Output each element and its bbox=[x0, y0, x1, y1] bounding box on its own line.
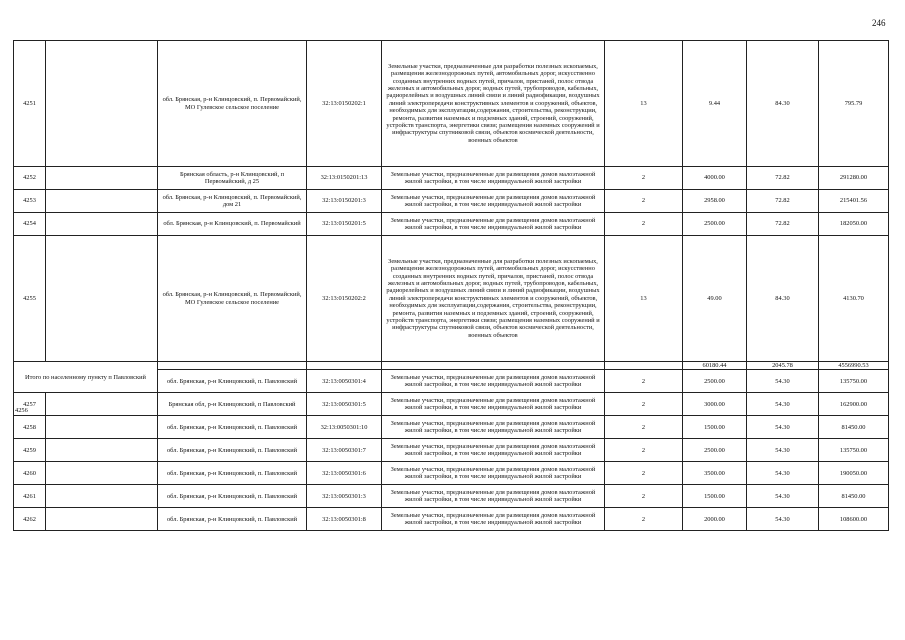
value-cell: 795.79 bbox=[819, 41, 889, 167]
address-cell: обл. Брянская, р-н Клинцовский, п. Павловский bbox=[158, 439, 307, 462]
area-cell: 4000.00 bbox=[683, 167, 747, 190]
area-cell: 2000.00 bbox=[683, 508, 747, 531]
value-cell: 190050.00 bbox=[819, 462, 889, 485]
settlement-cell bbox=[46, 190, 158, 213]
land-use-cell: Земельные участки, предназначенные для размещения домов малоэтажной жилой застройки, в том числе индивидуальной жилой застройки bbox=[382, 416, 605, 439]
empty-cell bbox=[605, 362, 683, 370]
use-code-cell: 2 bbox=[605, 485, 683, 508]
cadastral-number-cell: 32:13:0050301:7 bbox=[307, 439, 382, 462]
area-cell: 3500.00 bbox=[683, 462, 747, 485]
cadastral-number-cell: 32:13:0050301:5 bbox=[307, 393, 382, 416]
land-use-cell: Земельные участки, предназначенные для размещения домов малоэтажной жилой застройки, в том числе индивидуальной жилой застройки bbox=[382, 393, 605, 416]
row-number: 4260 bbox=[14, 462, 46, 485]
settlement-cell bbox=[46, 167, 158, 190]
empty-cell bbox=[158, 362, 307, 370]
row-number: 4255 bbox=[14, 236, 46, 362]
settlement-cell bbox=[46, 236, 158, 362]
total-label: Итого по населенному пункту п Павловский bbox=[14, 362, 158, 393]
address-cell: обл. Брянская, р-н Клинцовский, п. Первомайский, МО Гулевское сельское поселение bbox=[158, 41, 307, 167]
use-code-cell: 2 bbox=[605, 213, 683, 236]
address-cell: обл. Брянская, р-н Клинцовский, п. Павловский bbox=[158, 485, 307, 508]
address-cell: обл. Брянская, р-н Клинцовский, п. Первомайский, дом 21 bbox=[158, 190, 307, 213]
row-number: 4257 bbox=[14, 393, 46, 416]
value-cell: 81450.00 bbox=[819, 416, 889, 439]
row-number: 4261 bbox=[14, 485, 46, 508]
cadastral-number-cell: 32:13:0050301:4 bbox=[307, 370, 382, 393]
table-row bbox=[14, 508, 889, 531]
value-cell: 81450.00 bbox=[819, 485, 889, 508]
cadastral-number-cell: 32:13:0150201:5 bbox=[307, 213, 382, 236]
total-rate: 2045.78 bbox=[747, 362, 819, 370]
use-code-cell: 2 bbox=[605, 439, 683, 462]
cadastral-number-cell: 32:13:0050301:8 bbox=[307, 508, 382, 531]
use-code-cell: 2 bbox=[605, 416, 683, 439]
area-cell: 49.00 bbox=[683, 236, 747, 362]
address-cell: Брянская область, р-н Клинцовский, п Первомайский, д 25 bbox=[158, 167, 307, 190]
land-use-cell: Земельные участки, предназначенные для разработки полезных ископаемых, размещения железнодорожных путей, автомобильных дорог, искусственно созданных внутренних водных путей, причалов, пристаней, полос отвода железных и автомобильных дорог, водных путей, трубопроводов, кабельных, радиорелейных и воздушных линий связи и линий радиофикации, воздушных линий электропередачи конструктивных элементов и сооружений, объектов, необходимых для эксплуатации,содержания, строительства, реконструкции, ремонта, развития наземных и подземных зданий, строений, сооружений, устройств транспорта, энергетики связи; размещения наземных сооружений и инфраструктуры спутниковой связи, объектов космической деятельности, военных объектов bbox=[382, 41, 605, 167]
row-number: 4259 bbox=[14, 439, 46, 462]
address-cell: Брянская обл, р-н Клинцовский, п Павловский bbox=[158, 393, 307, 416]
settlement-cell bbox=[46, 508, 158, 531]
address-cell: обл. Брянская, р-н Клинцовский, п. Павловский bbox=[158, 370, 307, 393]
value-cell: 108600.00 bbox=[819, 508, 889, 531]
value-cell: 4130.70 bbox=[819, 236, 889, 362]
land-use-cell: Земельные участки, предназначенные для размещения домов малоэтажной жилой застройки, в том числе индивидуальной жилой застройки bbox=[382, 190, 605, 213]
table-row bbox=[14, 236, 889, 362]
use-code-cell: 2 bbox=[605, 370, 683, 393]
land-registry-table bbox=[13, 40, 889, 531]
table-row bbox=[14, 416, 889, 439]
value-cell: 162900.00 bbox=[819, 393, 889, 416]
rate-cell: 72.82 bbox=[747, 190, 819, 213]
land-use-cell: Земельные участки, предназначенные для размещения домов малоэтажной жилой застройки, в том числе индивидуальной жилой застройки bbox=[382, 167, 605, 190]
cadastral-number-cell: 32:13:0150201:13 bbox=[307, 167, 382, 190]
value-cell: 135750.00 bbox=[819, 439, 889, 462]
rate-cell: 54.30 bbox=[747, 370, 819, 393]
row-number: 4254 bbox=[14, 213, 46, 236]
use-code-cell: 2 bbox=[605, 167, 683, 190]
rate-cell: 72.82 bbox=[747, 213, 819, 236]
total-row bbox=[14, 362, 889, 370]
value-cell: 182050.00 bbox=[819, 213, 889, 236]
use-code-cell: 2 bbox=[605, 508, 683, 531]
empty-cell bbox=[307, 362, 382, 370]
row-number: 4252 bbox=[14, 167, 46, 190]
rate-cell: 54.30 bbox=[747, 462, 819, 485]
row-number: 4251 bbox=[14, 41, 46, 167]
cadastral-number-cell: 32:13:0150202:2 bbox=[307, 236, 382, 362]
area-cell: 2958.00 bbox=[683, 190, 747, 213]
use-code-cell: 13 bbox=[605, 236, 683, 362]
area-cell: 2500.00 bbox=[683, 439, 747, 462]
rate-cell: 72.82 bbox=[747, 167, 819, 190]
settlement-cell bbox=[46, 393, 158, 416]
table-row bbox=[14, 485, 889, 508]
table-row bbox=[14, 167, 889, 190]
area-cell: 9.44 bbox=[683, 41, 747, 167]
address-cell: обл. Брянская, р-н Клинцовский, п. Павловский bbox=[158, 508, 307, 531]
cadastral-number-cell: 32:13:0150201:3 bbox=[307, 190, 382, 213]
table-row bbox=[14, 439, 889, 462]
cadastral-number-cell: 32:13:0150202:1 bbox=[307, 41, 382, 167]
area-cell: 1500.00 bbox=[683, 485, 747, 508]
table-row bbox=[14, 462, 889, 485]
area-cell: 2500.00 bbox=[683, 370, 747, 393]
row-number: 4262 bbox=[14, 508, 46, 531]
value-cell: 291280.00 bbox=[819, 167, 889, 190]
land-use-cell: Земельные участки, предназначенные для размещения домов малоэтажной жилой застройки, в том числе индивидуальной жилой застройки bbox=[382, 213, 605, 236]
use-code-cell: 2 bbox=[605, 393, 683, 416]
rate-cell: 54.30 bbox=[747, 508, 819, 531]
table-row bbox=[14, 213, 889, 236]
value-cell: 135750.00 bbox=[819, 370, 889, 393]
cadastral-number-cell: 32:13:0050301:3 bbox=[307, 485, 382, 508]
address-cell: обл. Брянская, р-н Клинцовский, п. Первомайский, МО Гулевское сельское поселение bbox=[158, 236, 307, 362]
use-code-cell: 2 bbox=[605, 190, 683, 213]
rate-cell: 54.30 bbox=[747, 485, 819, 508]
use-code-cell: 13 bbox=[605, 41, 683, 167]
rate-cell: 84.30 bbox=[747, 41, 819, 167]
settlement-cell bbox=[46, 462, 158, 485]
row-number: 4258 bbox=[14, 416, 46, 439]
rate-cell: 54.30 bbox=[747, 393, 819, 416]
value-cell: 215401.56 bbox=[819, 190, 889, 213]
area-cell: 1500.00 bbox=[683, 416, 747, 439]
total-value: 4556990.53 bbox=[819, 362, 889, 370]
settlement-cell bbox=[46, 41, 158, 167]
table-row bbox=[14, 190, 889, 213]
cadastral-number-cell: 32:13:0050301:10 bbox=[307, 416, 382, 439]
settlement-cell bbox=[46, 485, 158, 508]
settlement-cell bbox=[46, 416, 158, 439]
page-number: 246 bbox=[872, 18, 886, 28]
land-use-cell: Земельные участки, предназначенные для размещения домов малоэтажной жилой застройки, в том числе индивидуальной жилой застройки bbox=[382, 462, 605, 485]
use-code-cell: 2 bbox=[605, 462, 683, 485]
address-cell: обл. Брянская, р-н Клинцовский, п. Первомайский bbox=[158, 213, 307, 236]
settlement-cell bbox=[46, 439, 158, 462]
address-cell: обл. Брянская, р-н Клинцовский, п. Павловский bbox=[158, 416, 307, 439]
total-area: 60180.44 bbox=[683, 362, 747, 370]
rate-cell: 84.30 bbox=[747, 236, 819, 362]
land-use-cell: Земельные участки, предназначенные для разработки полезных ископаемых, размещения железнодорожных путей, автомобильных дорог, искусственно созданных внутренних водных путей, причалов, пристаней, полос отвода железных и автомобильных дорог, водных путей, трубопроводов, кабельных, радиорелейных и воздушных линий связи и линий радиофикации, воздушных линий электропередачи конструктивных элементов и сооружений, объектов, необходимых для эксплуатации,содержания, строительства, реконструкции, ремонта, развития наземных и подземных зданий, строений, сооружений, устройств транспорта, энергетики связи; размещения наземных сооружений и инфраструктуры спутниковой связи, объектов космической деятельности, военных объектов bbox=[382, 236, 605, 362]
land-use-cell: Земельные участки, предназначенные для размещения домов малоэтажной жилой застройки, в том числе индивидуальной жилой застройки bbox=[382, 370, 605, 393]
land-use-cell: Земельные участки, предназначенные для размещения домов малоэтажной жилой застройки, в том числе индивидуальной жилой застройки bbox=[382, 439, 605, 462]
table-row bbox=[14, 41, 889, 167]
settlement-cell bbox=[46, 213, 158, 236]
row-number: 4253 bbox=[14, 190, 46, 213]
row-number: 4256 bbox=[15, 407, 28, 414]
rate-cell: 54.30 bbox=[747, 439, 819, 462]
area-cell: 2500.00 bbox=[683, 213, 747, 236]
land-use-cell: Земельные участки, предназначенные для размещения домов малоэтажной жилой застройки, в том числе индивидуальной жилой застройки bbox=[382, 508, 605, 531]
area-cell: 3000.00 bbox=[683, 393, 747, 416]
land-use-cell: Земельные участки, предназначенные для размещения домов малоэтажной жилой застройки, в том числе индивидуальной жилой застройки bbox=[382, 485, 605, 508]
empty-cell bbox=[382, 362, 605, 370]
table-row bbox=[14, 393, 889, 416]
rate-cell: 54.30 bbox=[747, 416, 819, 439]
cadastral-number-cell: 32:13:0050301:6 bbox=[307, 462, 382, 485]
address-cell: обл. Брянская, р-н Клинцовский, п. Павловский bbox=[158, 462, 307, 485]
